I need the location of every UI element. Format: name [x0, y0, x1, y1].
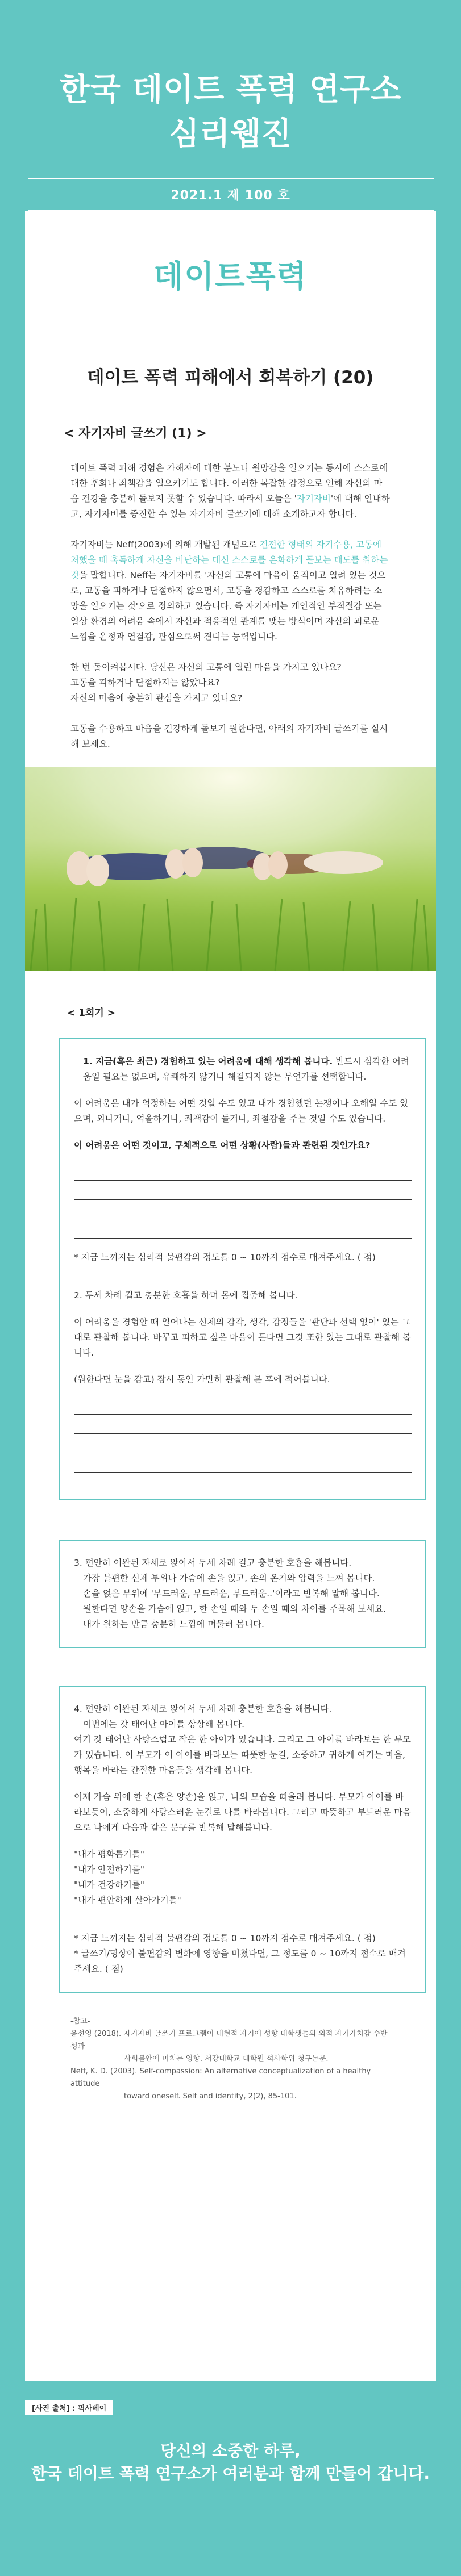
step-3-line-1: 3. 편안히 이완된 자세로 앉아서 두세 차례 길고 충분한 호흡을 해봅니다.	[74, 1558, 352, 1568]
step-4-line-4: 이제 가슴 위에 한 손(혹은 양손)을 얹고, 나의 모습을 떠올려 봅니다. 부모가 아이를 바라보듯이, 소중하게 사랑스러운 눈길로 나를 바라봅니다. 그리고 따뜻하고 부드러운 마음으로 나에게 다음과 같은 문구를 반복해 말해봅니다.	[74, 1792, 412, 1833]
exercise-box-2	[59, 1540, 426, 1648]
step-3-line-4: 원한다면 양손을 가슴에 얹고, 한 손일 때와 두 손일 때의 차이를 주목해 보세요.	[83, 1604, 387, 1614]
question-1-detail: 이 어려움은 내가 억정하는 어떤 것일 수도 있고 내가 경험했던 논쟁이나 오해일 수도 있으며, 외나거나, 억울하거나, 죄책감이 들거나, 좌절감을 주는 것일 수도 있습니다.	[74, 1098, 409, 1124]
intro-paragraph-4: 고통을 수용하고 마음을 건강하게 돌보기 원한다면, 아래의 자기자비 글쓰기를 실시해 보세요.	[70, 724, 388, 749]
intro-questions: 한 번 돌이켜봅시다. 당신은 자신의 고통에 열린 마음을 가지고 있나요? 고통을 피하거나 단절하지는 않았나요? 자신의 마음에 충분히 관심을 가지고 있나요?	[70, 662, 342, 703]
footer-line-1: 당신의 소중한 하루,	[160, 2441, 301, 2460]
reference-1: 윤선영 (2018). 자기자비 글쓰기 프로그램이 내현적 자기애 성향 대학생들의 외적 자기가치감 수반성과	[70, 2030, 388, 2051]
distress-scale-2: * 지금 느끼지는 심리적 불편감의 정도를 0 ~ 10까지 점수로 매겨주세요. ( 점)	[74, 1933, 376, 1943]
question-1-prompt: 이 어려움은 어떤 것이고, 구체적으로 어떤 상황(사람)들과 관련된 것인가요?	[74, 1140, 371, 1151]
footer	[0, 2440, 461, 2485]
article-subtitle: 데이트 폭력 피해에서 회복하기 (20)	[87, 367, 374, 388]
reference-2: Neff, K. D. (2003). Self-compassion: An alternative conceptualization of a healthy attitude	[70, 2067, 371, 2088]
exercise-box-1	[59, 1038, 426, 1500]
answer-lines-1[interactable]	[74, 1161, 412, 1239]
article-subsubtitle: < 자기자비 글쓰기 (1) >	[64, 426, 207, 441]
step-4-line-3: 여기 갓 태어난 사랑스럽고 작은 한 아이가 있습니다. 그리고 그 아이를 바라보는 한 부모가 있습니다. 이 부모가 이 아이를 바라보는 따뜻한 눈길, 소중하고 귀하게 여기는 마음, 행복을 바라는 간절한 마음들을 생각해 봅니다.	[74, 1734, 412, 1775]
section-title: 데이트폭력	[153, 258, 308, 294]
round-label: < 1회기 >	[67, 1007, 115, 1019]
header	[0, 0, 461, 211]
intro-paragraph-1: 데이트 폭력 피해 경험은 가해자에 대한 분노나 원망감을 일으키는 동시에 스스로에 대한 후회나 죄책감을 일으키기도 합니다. 이러한 복잡한 감정으로 인해 자신의 마음 건강을 충분히 돌보지 못할 수 있습니다. 따라서 오늘은 '자기자비'에 대해 안내하고, 자기자비를 증진할 수 있는 자기자비 글쓰기에 대해 소개하고자 합니다.	[70, 463, 390, 519]
photo-credit: [사진 출처] : 픽사베이	[25, 2400, 113, 2415]
question-1: 1. 지금(혹은 최근) 경험하고 있는 어려움에 대해 생각해 봅니다. 반드시 심각한 어려움일 필요는 없으며, 유쾌하지 않거나 해결되지 않는 무언가를 선택합니다.	[83, 1056, 409, 1082]
question-2: 2. 두세 차례 길고 충분한 호흡을 하며 몸에 집중해 봅니다.	[74, 1290, 298, 1300]
references	[70, 2015, 391, 2103]
question-2-detail: 이 어려움을 경험할 때 일어나는 신체의 감각, 생각, 감정들을 '판단과 선택 없이' 있는 그대로 관찰해 봅니다. 바꾸고 피하고 싶은 마음이 든다면 그것 또한 있는 그대로 관찰해 봅니다.	[74, 1317, 412, 1358]
phrase-4: "내가 편안하게 살아가기를"	[74, 1895, 181, 1905]
phrase-2: "내가 안전하기를"	[74, 1864, 144, 1875]
distress-scale-1: * 지금 느끼지는 심리적 불편감의 정도를 0 ~ 10까지 점수로 매겨주세요. ( 점)	[74, 1252, 376, 1262]
answer-lines-2[interactable]	[74, 1395, 412, 1473]
title-line-1: 한국 데이트 폭력 연구소	[59, 71, 402, 107]
footer-line-2: 한국 데이트 폭력 연구소가 여러분과 함께 만들어 갑니다.	[31, 2464, 430, 2483]
step-4-line-2: 이번에는 갓 태어난 아이를 상상해 봅니다.	[83, 1719, 245, 1729]
phrase-1: "내가 평화롭기를"	[74, 1849, 144, 1859]
title-line-2: 심리웹진	[169, 115, 292, 152]
change-scale: * 글쓰기/명상이 불편감의 변화에 영향을 미쳤다면, 그 정도를 0 ~ 10까지 점수로 매겨주세요. ( 점)	[74, 1948, 406, 1974]
intro-text	[70, 461, 391, 752]
exercise-box-3	[59, 1686, 426, 1993]
content-card	[25, 211, 436, 2381]
webzine-title	[0, 67, 461, 156]
step-3-line-2: 가장 불편한 신체 부위나 가슴에 손을 얹고, 손의 온기와 압력을 느껴 봅니다.	[83, 1573, 375, 1583]
reference-2-cont: toward oneself. Self and identity, 2(2), 85-101.	[124, 2092, 297, 2101]
phrase-3: "내가 건강하기를"	[74, 1880, 144, 1890]
references-label: -참고-	[70, 2017, 90, 2026]
question-2-prompt: (원한다면 눈을 감고) 잠시 동안 가만히 관찰해 본 후에 적어봅니다.	[74, 1374, 330, 1385]
reference-1-cont: 사회불안에 미치는 영향. 서강대학교 대학원 석사학위 청구논문.	[124, 2055, 329, 2063]
step-3-line-5: 내가 원하는 만큼 충분히 느낌에 머물러 봅니다.	[83, 1619, 264, 1629]
intro-paragraph-2: 자기자비는 Neff(2003)에 의해 개발된 개념으로 건전한 형태의 자기수용, 고통에 처했을 때 혹독하게 자신을 비난하는 대신 스스로를 온화하게 돌보는 태도를 취하는 것을 말합니다. Neff는 자기자비를 '자신의 고통에 마음이 움직이고 열려 있는 것으로, 고통을 피하거나 단절하지 않으면서, 고통을 경감하고 스스로를 치유하려는 소망을 일으키는 것'으로 정의하고 있습니다. 즉 자기자비는 개인적인 부적절감 또는 일상 환경의 어려움 속에서 자신과 적응적인 관계를 맺는 방식이며 자신의 괴로운 느낌을 온정과 연결감, 관심으로써 견디는 능력입니다.	[70, 540, 388, 642]
step-3-line-3: 손을 얹은 부위에 '부드러운, 부드러운, 부드러운..'이라고 반복해 말해 봅니다.	[83, 1588, 380, 1599]
issue-line: 2021.1 제 100 호	[28, 178, 434, 211]
grass-photo	[25, 767, 436, 971]
step-4-line-1: 4. 편안히 이완된 자세로 앉아서 두세 차례 충분한 호흡을 해봅니다.	[74, 1704, 332, 1714]
